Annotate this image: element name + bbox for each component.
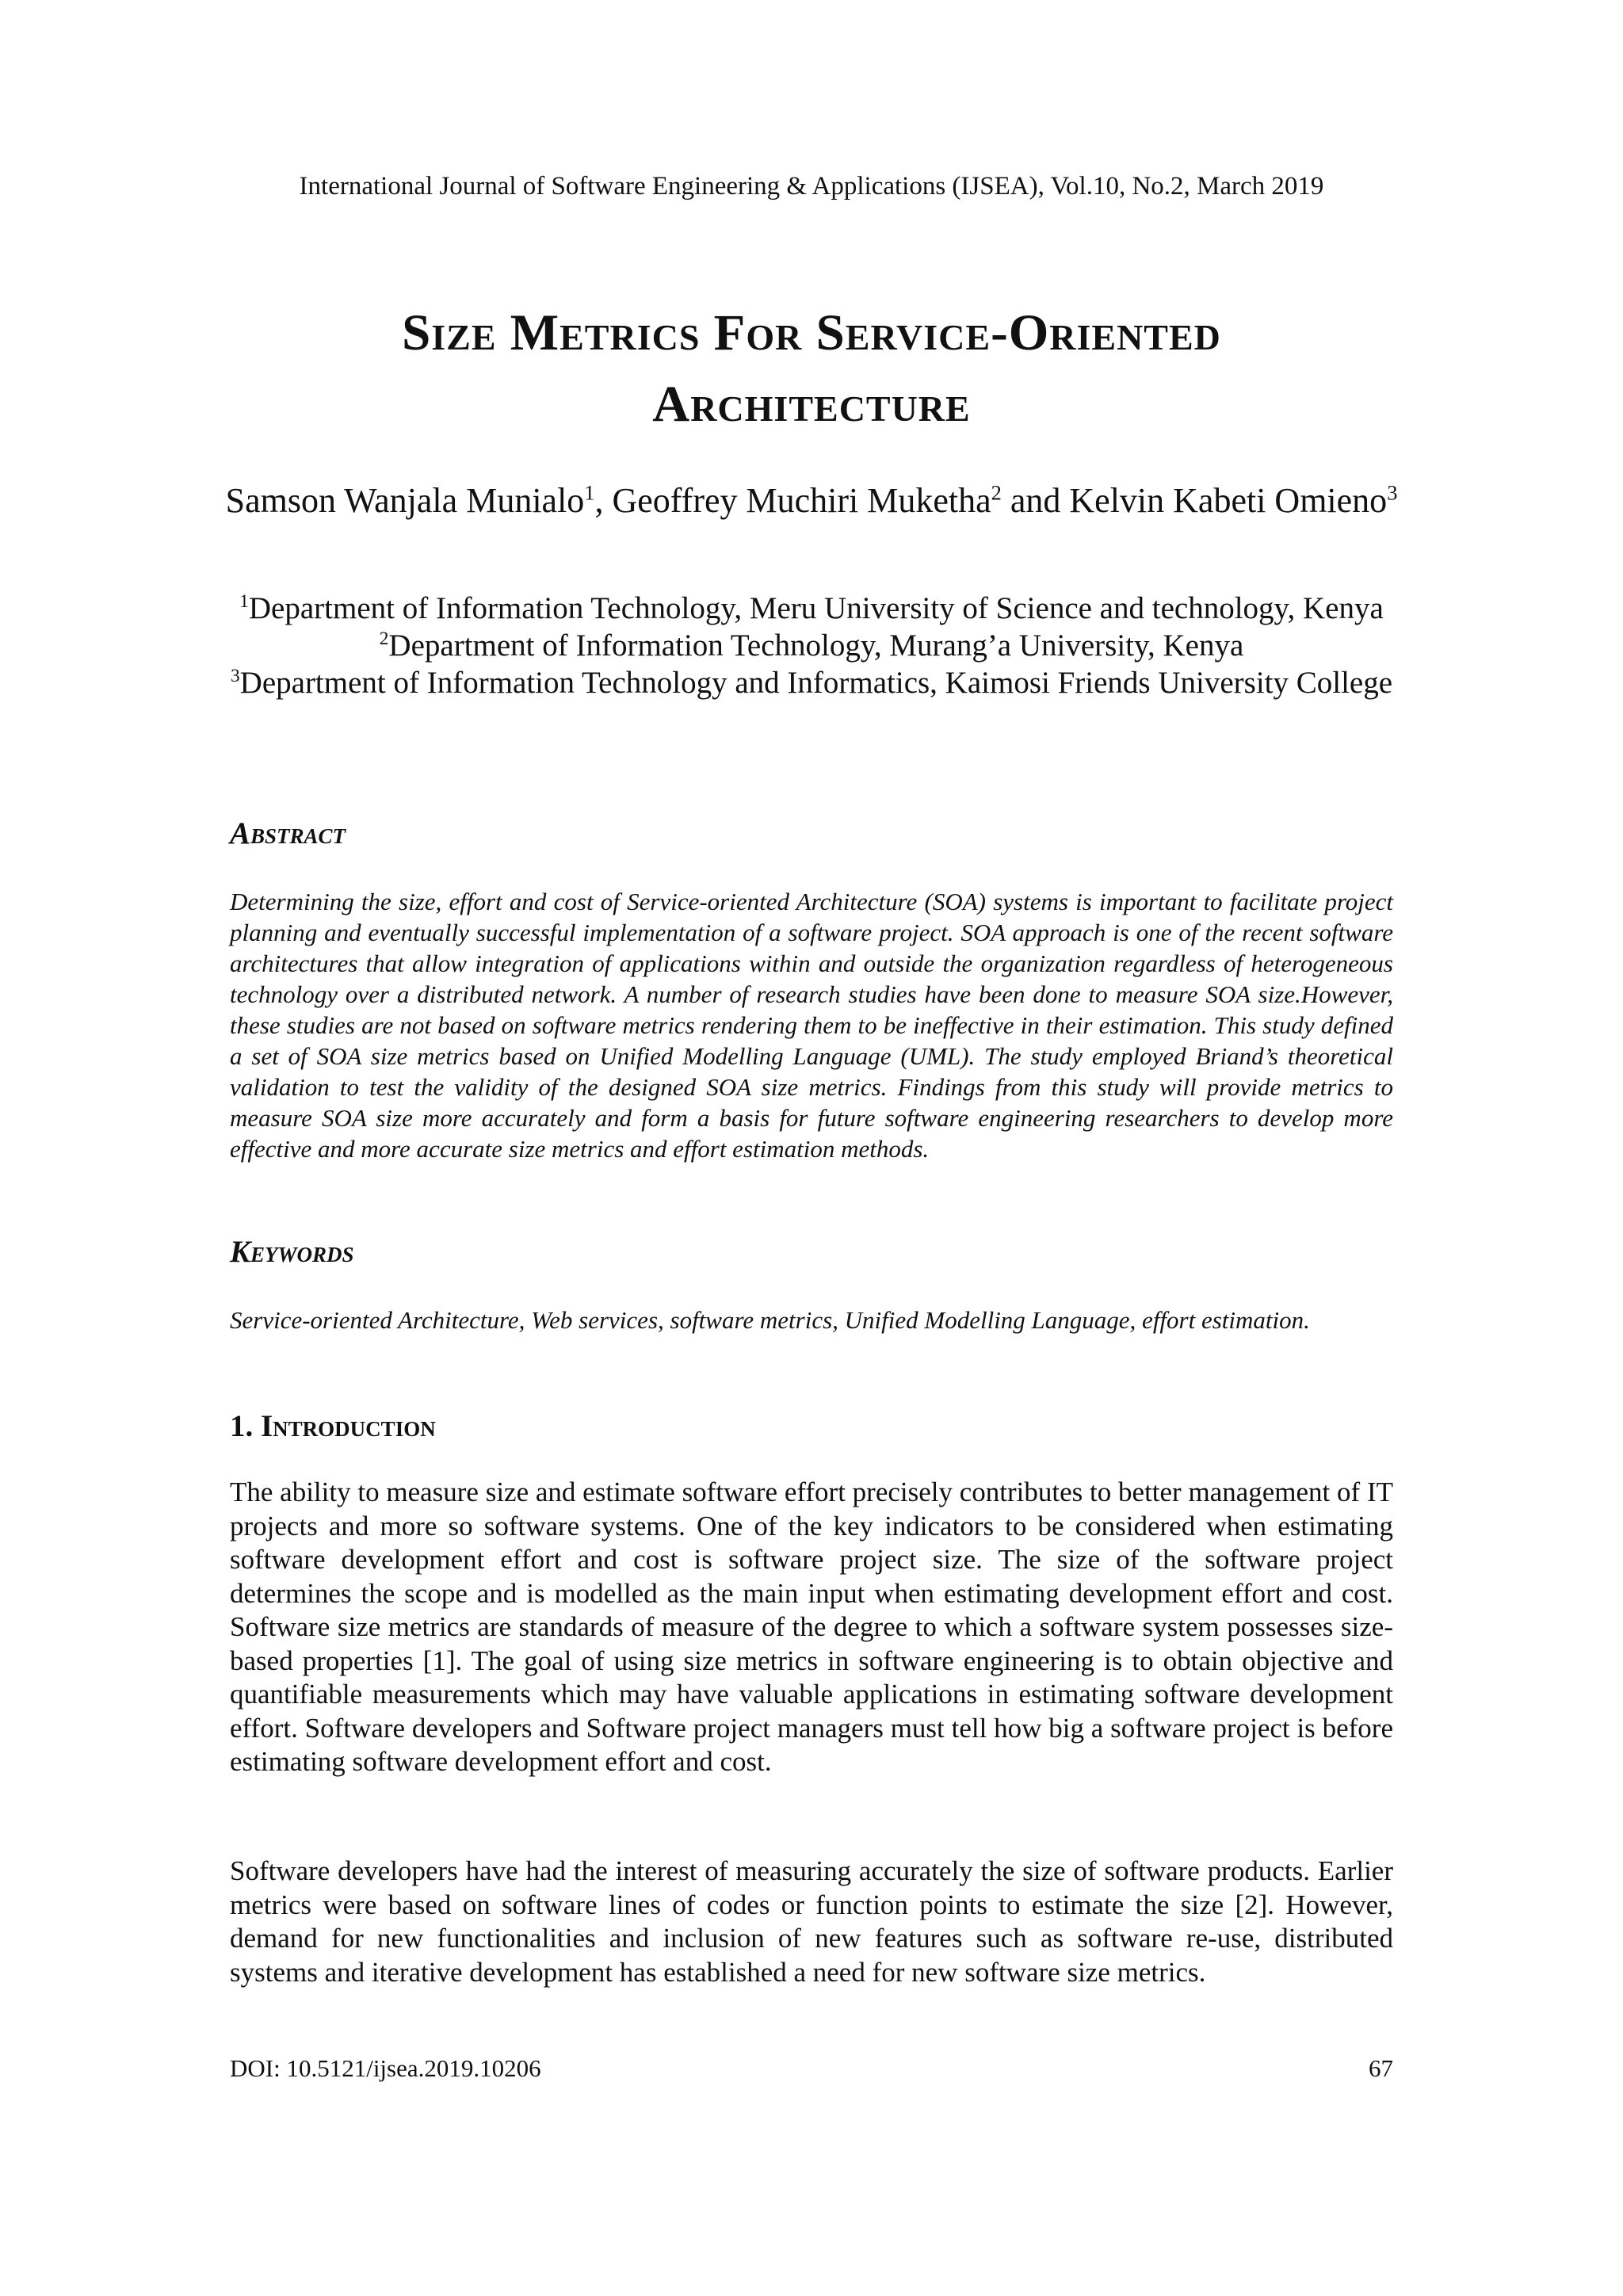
author-superscript: 2 [991,480,1002,505]
abstract-heading: Abstract [230,816,346,850]
affiliation [0,627,1623,664]
paper-title-line-1: Size Metrics For Service-Oriented [402,304,1221,361]
affiliation-text: Department of Information Technology, Murang’a University, Kenya [388,628,1244,663]
affiliation-superscript: 1 [239,591,249,612]
keywords-text: Service-oriented Architecture, Web services, software metrics, Unified Modelling Language, effort estimation. [230,1306,1310,1334]
author-superscript: 3 [1387,480,1398,505]
affiliation [0,590,1623,627]
keywords-heading: Keywords [230,1235,354,1269]
affiliation-text: Department of Information Technology, Meru University of Science and technology, Kenya [248,591,1384,625]
introduction-paragraph-1: The ability to measure size and estimate software effort precisely contributes to better management of IT projects and more so software systems. One of the key indicators to be considered when estimating software development effort and cost is software project size. The size of the software project determines the scope and is modelled as the main input when estimating development effort and cost. Software size metrics are standards of measure of the degree to which a software system possesses size-based properties [1]. The goal of using size metrics in software engineering is to obtain objective and quantifiable measurements which may have valuable applications in estimating software development effort. Software developers and Software project managers must tell how big a software project is before estimating software development effort and cost. [230,1477,1393,1777]
introduction-heading: 1. Introduction [230,1409,436,1443]
author-separator: and Kelvin Kabeti Omieno [1001,481,1388,520]
affiliation-text: Department of Information Technology and Informatics, Kaimosi Friends University College [239,666,1393,700]
paper-title [0,297,1623,440]
introduction-paragraph-2: Software developers have had the interest of measuring accurately the size of software products. Earlier metrics were based on software lines of codes or function points to estimate the size [2]. However, demand for new functionalities and inclusion of new features such as software re-use, distributed systems and iterative development has established a need for new software size metrics. [230,1855,1393,1988]
affiliation-list [0,590,1623,701]
paper-title-line-2: Architecture [652,376,971,433]
author-superscript: 1 [584,480,595,505]
page-number: 67 [1369,2054,1393,2082]
author-list [0,479,1623,522]
affiliation [0,664,1623,701]
affiliation-superscript: 3 [230,666,240,686]
abstract-text: Determining the size, effort and cost of Service-oriented Architecture (SOA) systems is important to facilitate project planning and eventually successful implementation of a software project. SOA approach is one of the recent software architectures that allow integration of applications within and outside the organization regardless of heterogeneous technology over a distributed network. A number of research studies have been done to measure SOA size.However, these studies are not based on software metrics rendering them to be ineffective in their estimation. This study defined a set of SOA size metrics based on Unified Modelling Language (UML). The study employed Briand’s theoretical validation to test the validity of the designed SOA size metrics. Findings from this study will provide metrics to measure SOA size more accurately and form a basis for future software engineering researchers to develop more effective and more accurate size metrics and effort estimation methods. [230,888,1393,1163]
footer-doi: DOI: 10.5121/ijsea.2019.10206 [230,2054,541,2082]
journal-header: International Journal of Software Engineering & Applications (IJSEA), Vol.10, No.2, March 2019 [299,172,1324,201]
author-name: Geoffrey Muchiri Muketha [612,481,991,520]
author-name: Samson Wanjala Munialo [225,481,585,520]
author-separator: , [594,481,613,520]
affiliation-superscript: 2 [379,628,389,649]
